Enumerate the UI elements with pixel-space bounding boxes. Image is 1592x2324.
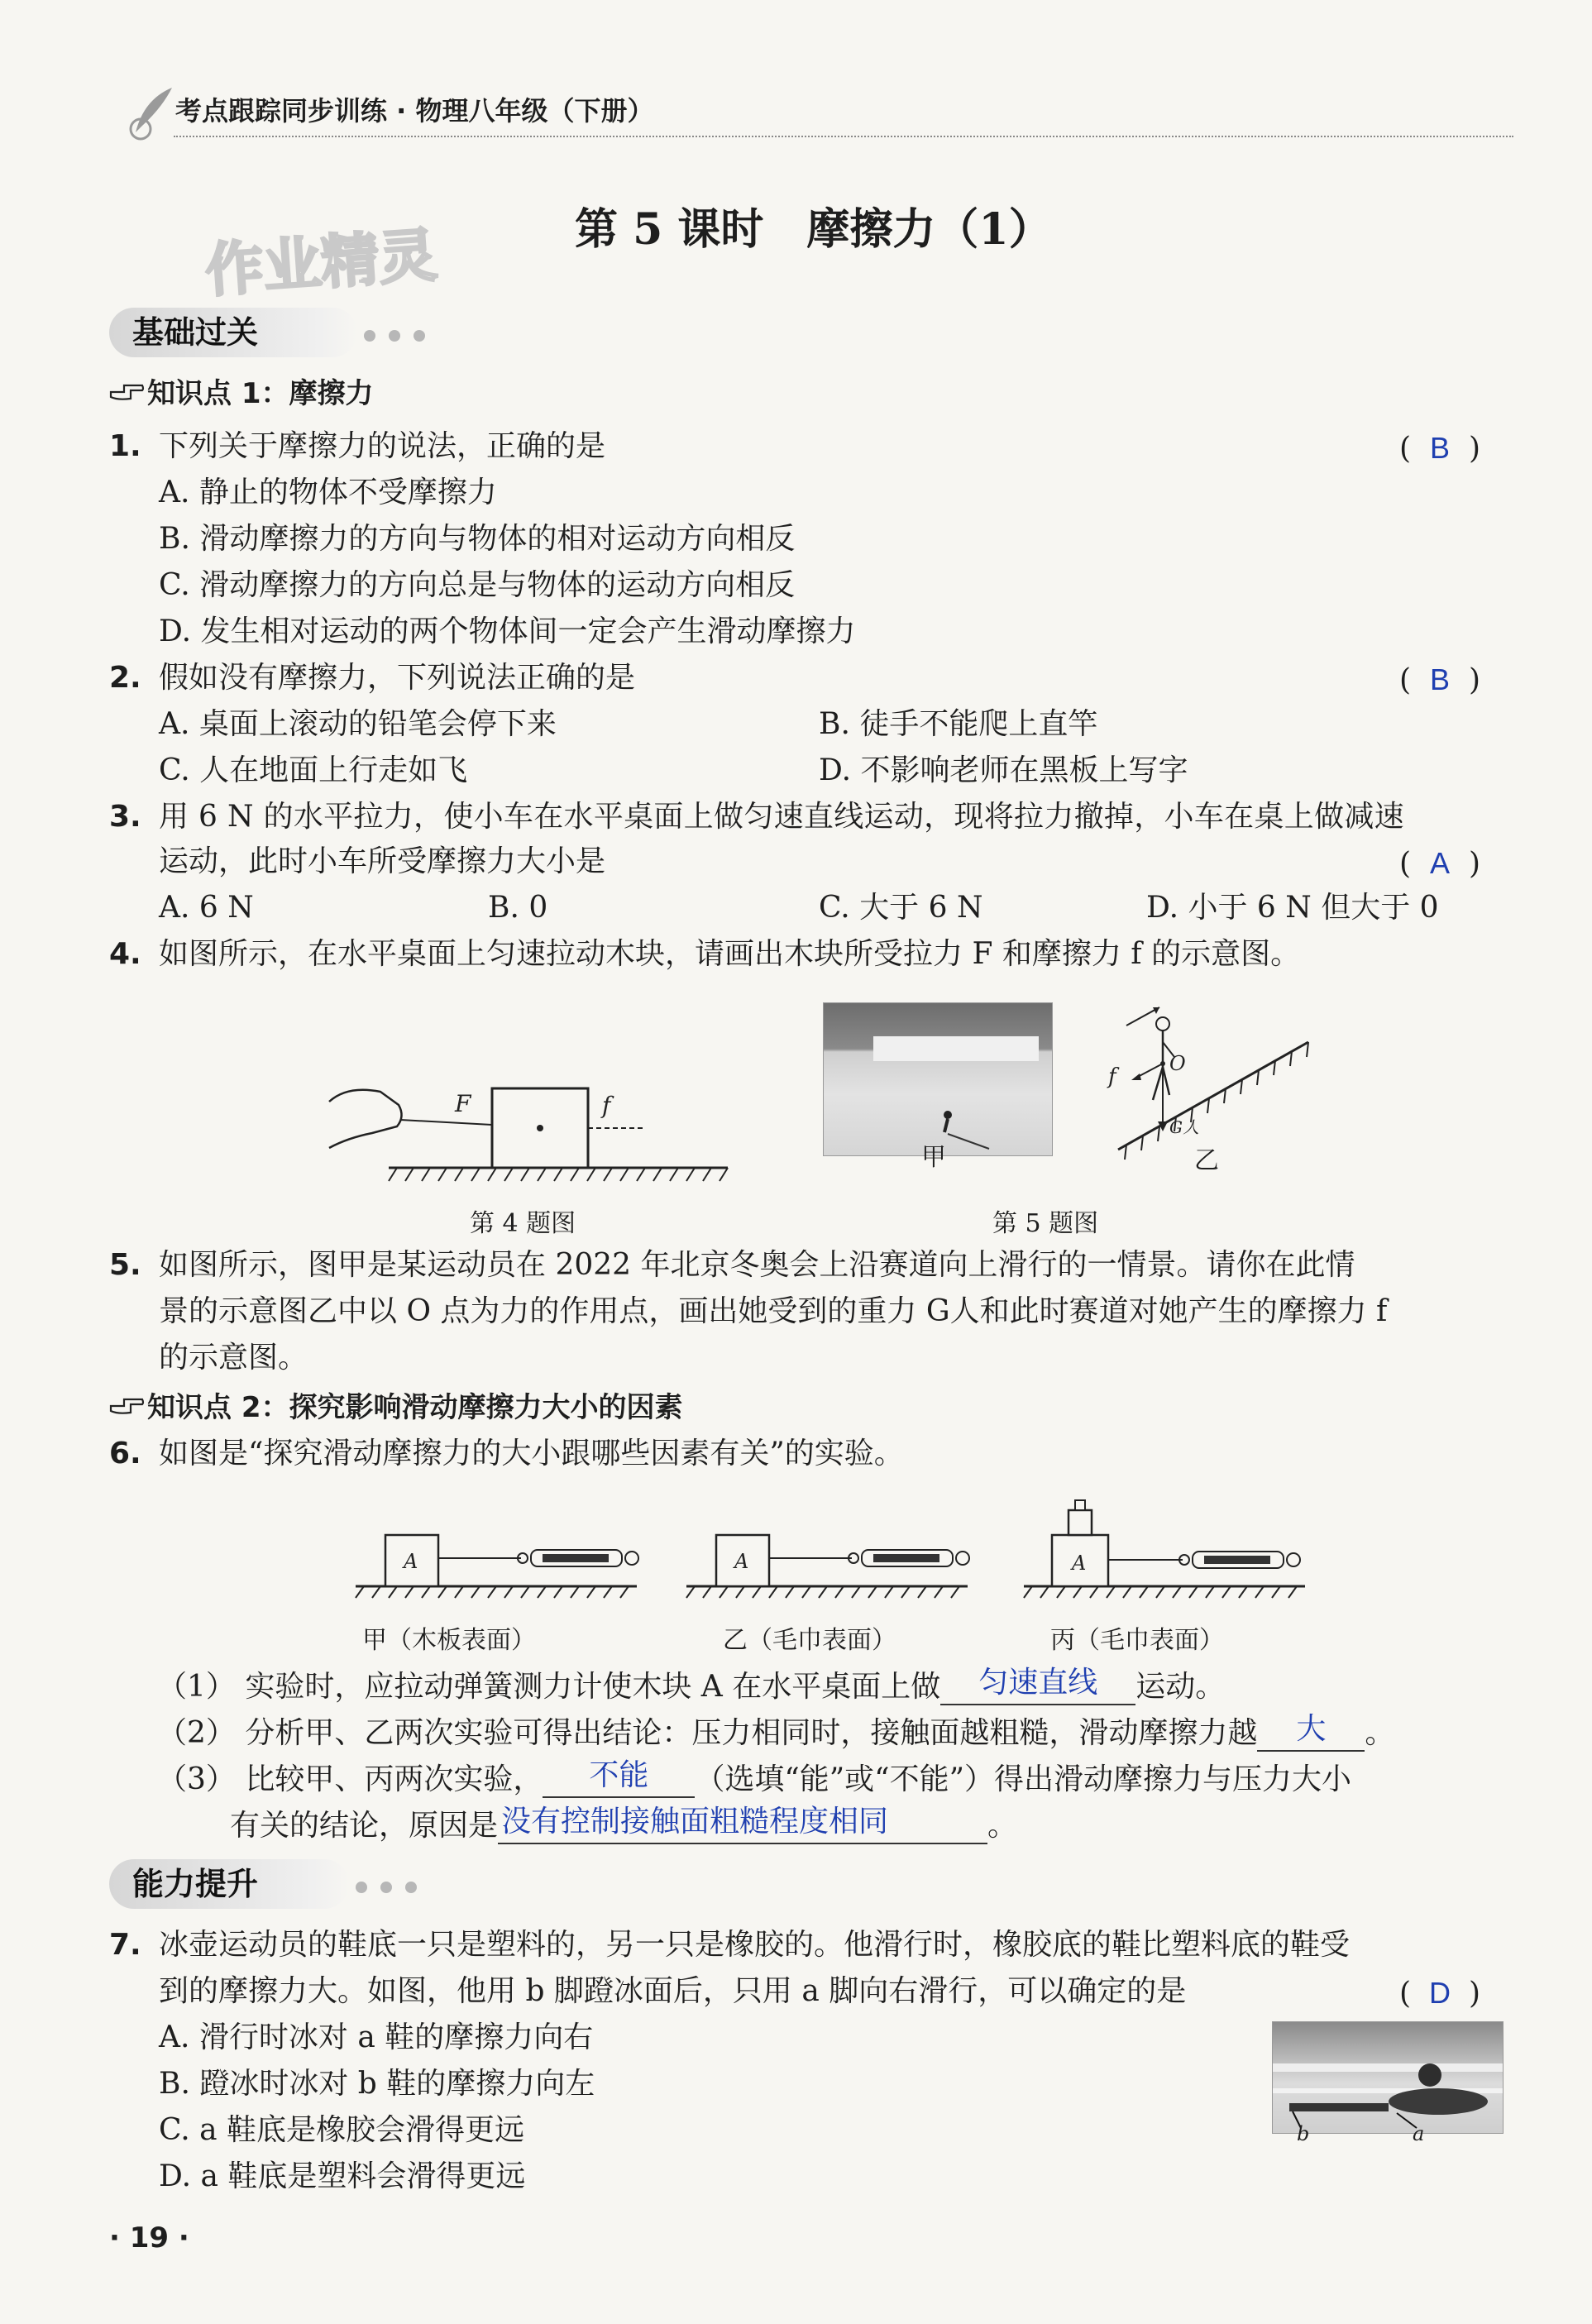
q1-option-d: D. 发生相对运动的两个物体间一定会产生滑动摩擦力	[159, 614, 856, 648]
lesson-title: 第 5 课时 摩擦力（1）	[575, 204, 1052, 255]
q7-photo	[1272, 2021, 1504, 2134]
q7-option-a: A. 滑行时冰对 a 鞋的摩擦力向右	[159, 2020, 594, 2054]
q2-option-c: C. 人在地面上行走如飞	[159, 753, 468, 787]
q7-label-a: a	[1413, 2122, 1425, 2145]
q5-label-f: f	[1108, 1064, 1116, 1089]
q6-sub3-blank2[interactable]	[498, 1804, 987, 1844]
pointing-hand-icon	[109, 379, 146, 404]
q7-number: 7.	[109, 1928, 141, 1962]
q1-stem: 下列关于摩擦力的说法，正确的是	[159, 429, 606, 463]
q4-label-F: F	[455, 1090, 471, 1117]
q5-stem-line2: 景的示意图乙中以 O 点为力的作用点，画出她受到的重力 G人和此时赛道对她产生的摩擦力 f	[159, 1294, 1388, 1328]
q1-option-a: A. 静止的物体不受摩擦力	[159, 476, 497, 509]
feather-icon	[124, 83, 182, 141]
q6-sub2-prefix: （2） 分析甲、乙两次实验可得出结论：压力相同时，接触面越粗糙，滑动摩擦力越	[157, 1716, 1258, 1750]
watermark: 作业精灵	[203, 221, 439, 305]
q5-number: 5.	[109, 1248, 141, 1282]
q6-block-label-bing: A	[1072, 1552, 1087, 1575]
q2-option-d: D. 不影响老师在黑板上写字	[819, 753, 1188, 787]
header-rule	[174, 136, 1513, 137]
q6-sub3-answer2: 没有控制接触面粗糙程度相同	[501, 1804, 889, 1838]
q7-stem-line1: 冰壶运动员的鞋底一只是塑料的，另一只是橡胶的。他滑行时，橡胶底的鞋比塑料底的鞋受	[159, 1928, 1351, 1962]
q6-label-bing: 丙（毛巾表面）	[1050, 1626, 1224, 1655]
q6-label-yi: 乙（毛巾表面）	[723, 1626, 896, 1655]
q7-option-c: C. a 鞋底是橡胶会滑得更远	[159, 2113, 525, 2147]
q6-sub2	[157, 1711, 1395, 1752]
q5-label-yi: 乙	[1194, 1146, 1219, 1175]
q6-sub1-blank[interactable]	[940, 1665, 1135, 1705]
q6-sub1-suffix: 运动。	[1135, 1670, 1226, 1704]
q7-label-b: b	[1297, 2122, 1310, 2145]
q6-stem: 如图是“探究滑动摩擦力的大小跟哪些因素有关”的实验。	[159, 1437, 904, 1470]
q6-sub2-suffix: 。	[1365, 1716, 1395, 1750]
q3-number: 3.	[109, 800, 141, 834]
q2-stem: 假如没有摩擦力，下列说法正确的是	[159, 661, 636, 695]
q3-option-d: D. 小于 6 N 但大于 0	[1146, 891, 1439, 925]
q4-number: 4.	[109, 937, 141, 971]
q2-option-b: B. 徒手不能爬上直竿	[819, 707, 1098, 741]
section-dots	[364, 329, 438, 345]
q6-sub1	[157, 1665, 1226, 1705]
header	[116, 83, 1513, 141]
q5-label-G: G人	[1169, 1117, 1199, 1137]
q6-sub3-suffix: 。	[987, 1809, 1018, 1843]
q3-stem-line1: 用 6 N 的水平拉力，使小车在水平桌面上做匀速直线运动，现将拉力撤掉，小车在桌上做减速	[159, 800, 1404, 834]
section-basic: 基础过关	[109, 308, 357, 357]
curler-icon	[1273, 2022, 1504, 2134]
q6-sub1-answer: 匀速直线	[978, 1665, 1098, 1699]
q6-number: 6.	[109, 1437, 141, 1470]
q3-option-a: A. 6 N	[159, 891, 254, 925]
hand-icon	[329, 1090, 402, 1148]
q7-answer: D	[1429, 1976, 1451, 2010]
q2-answer-paren: ( B )	[1399, 662, 1481, 697]
section-advanced: 能力提升	[109, 1859, 349, 1909]
q3-option-c: C. 大于 6 N	[819, 891, 983, 925]
q5-diagram	[1077, 992, 1325, 1166]
q5-stem-line1: 如图所示，图甲是某运动员在 2022 年北京冬奥会上沿赛道向上滑行的一情景。请你在此情	[159, 1248, 1355, 1282]
q6-sub2-answer: 大	[1296, 1711, 1327, 1745]
q1-answer-paren: ( B )	[1399, 431, 1481, 466]
q3-stem-line2: 运动，此时小车所受摩擦力大小是	[159, 844, 606, 878]
q6-sub3-answer1: 不能	[589, 1757, 649, 1791]
q3-answer: A	[1430, 846, 1451, 880]
q5-stem-line3: 的示意图。	[159, 1341, 308, 1375]
q6-figure	[347, 1485, 1323, 1618]
pointing-hand-icon	[109, 1393, 146, 1418]
q7-answer-paren: ( D )	[1399, 1976, 1481, 2011]
q5-photo	[823, 1002, 1053, 1156]
q6-sub3-line2-prefix: 有关的结论，原因是	[230, 1809, 499, 1843]
q5-label-jia: 甲	[921, 1143, 946, 1172]
page-number: · 19 ·	[109, 2221, 189, 2255]
q4-stem: 如图所示，在水平桌面上匀速拉动木块，请画出木块所受拉力 F 和摩擦力 f 的示意图。	[159, 937, 1301, 971]
q6-block-label-yi: A	[734, 1550, 749, 1573]
q5-label-O: O	[1169, 1052, 1186, 1075]
q6-sub3-line2	[230, 1804, 1018, 1844]
q1-number: 1.	[109, 429, 141, 463]
q6-sub3-middle: （选填“能”或“不能”）得出滑动摩擦力与压力大小	[695, 1762, 1351, 1796]
q4-caption: 第 4 题图	[470, 1209, 576, 1238]
q1-option-c: C. 滑动摩擦力的方向总是与物体的运动方向相反	[159, 568, 796, 602]
q7-option-b: B. 蹬冰时冰对 b 鞋的摩擦力向左	[159, 2067, 595, 2101]
skier-icon	[824, 1003, 1054, 1157]
q6-sub3-prefix: （3） 比较甲、丙两次实验，	[157, 1762, 543, 1796]
q6-sub3-line1	[157, 1757, 1351, 1798]
q1-option-b: B. 滑动摩擦力的方向与物体的相对运动方向相反	[159, 522, 796, 556]
q2-answer: B	[1430, 662, 1451, 696]
q6-label-jia: 甲（木板表面）	[362, 1626, 536, 1655]
q3-answer-paren: ( A )	[1399, 846, 1481, 881]
q7-stem-line2: 到的摩擦力大。如图，他用 b 脚蹬冰面后，只用 a 脚向右滑行，可以确定的是	[159, 1974, 1187, 2008]
header-title: 考点跟踪同步训练 · 物理八年级（下册）	[175, 95, 654, 127]
q3-option-b: B. 0	[488, 891, 548, 925]
q5-caption: 第 5 题图	[992, 1209, 1099, 1238]
q6-sub2-blank[interactable]	[1257, 1711, 1365, 1752]
q1-answer: B	[1430, 431, 1451, 465]
q4-figure	[323, 1009, 736, 1199]
q2-option-a: A. 桌面上滚动的铅笔会停下来	[159, 707, 557, 741]
knowledge-point-1: 知识点 1：摩擦力	[147, 377, 374, 410]
q7-option-d: D. a 鞋底是塑料会滑得更远	[159, 2159, 526, 2193]
q6-sub3-blank1[interactable]	[543, 1757, 695, 1798]
section-dots	[356, 1881, 430, 1896]
q6-sub1-prefix: （1） 实验时，应拉动弹簧测力计使木块 A 在水平桌面上做	[157, 1670, 941, 1704]
q4-label-f: f	[602, 1092, 611, 1119]
knowledge-point-2: 知识点 2：探究影响滑动摩擦力大小的因素	[147, 1391, 683, 1424]
q6-block-label-jia: A	[404, 1550, 418, 1573]
q2-number: 2.	[109, 661, 141, 695]
